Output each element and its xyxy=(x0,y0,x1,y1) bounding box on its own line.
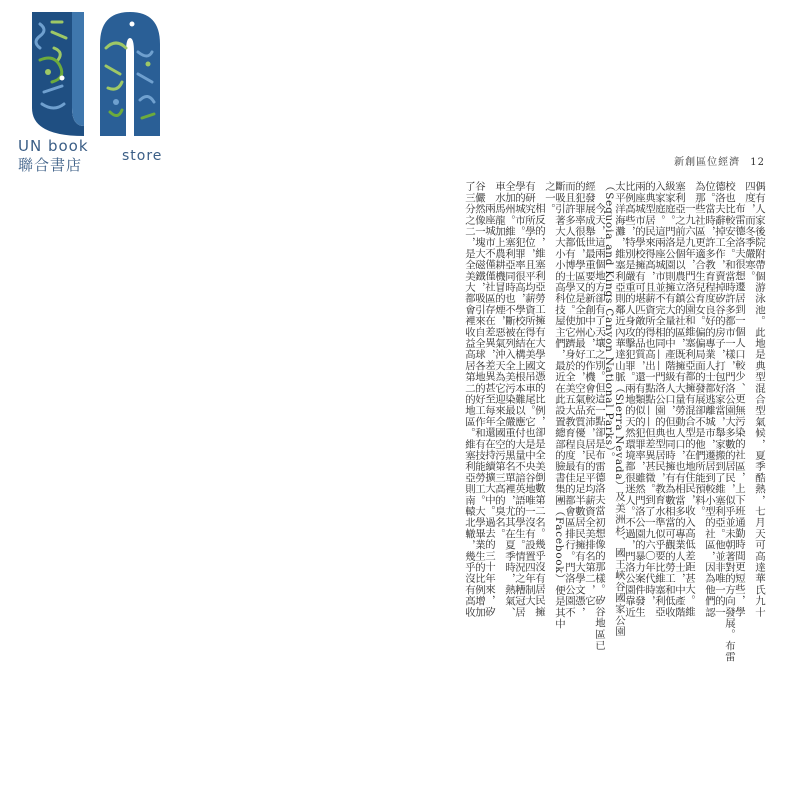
text-column: 布雷德洛夫很想遷居到一個人口較少、更無污染的社區，上下班通勤時間更短些，學 xyxy=(733,203,745,618)
text-column: 德洛夫辭掉工作，賣掉矽谷的房子，打包好家當，舉家搬到了維塞利亞。他並非唯一的一 xyxy=(713,181,725,618)
page-number: 12 xyxy=(750,157,765,168)
text-column: 而且許多人都有博士學位。使它躋身於全美五大教育程度最佳的都會區排行。門洛公園不 xyxy=(563,181,575,618)
text-column: 位。當時，許多教育程度良好的專業人士都逃離城市，遷居到較小型的社區，因為他們認 xyxy=(703,181,715,618)
text-column: 了三分之二，是全美大都會裡收益高居第二的地區。維塞利亞則南轅北轍，幾乎沒有高收 xyxy=(463,181,475,618)
text-column: 四度，而冬季嚴寒。 xyxy=(743,181,755,282)
running-header-title: 新創區位經濟 xyxy=(674,157,741,168)
text-column: 車水馬龍加上農耕機冒的煙，惡氣沖天為它迎來全國空污第三高的臭名。 xyxy=(493,181,505,540)
text-column: 斷吸引著大大小小的高科技屋主們，最近在此設置總部的臉書集團（Facebook）便是其中 xyxy=(553,181,565,630)
text-column: 為那些社區更適合生兒育女。偏偏局面的發展卻不是他們所能預料。 xyxy=(693,181,705,517)
text-column: 之一。 xyxy=(543,181,555,215)
text-column: 學的城市。犯罪率很高，學校在結構上根本難以應付大量不諳英語的學生。情況之糟冠居 xyxy=(513,181,525,618)
text-column: 太平洋海灘，維塞利亞則鄰近內華達山脈（Sierra Nevada）及美洲杉、國王峽谷國家公園 xyxy=(613,181,625,638)
logo-n-shape xyxy=(100,12,160,136)
wordmark-latin-2: store xyxy=(122,148,163,164)
text-column: 塞利亞之前是個以農立鎮的社區，既擁有大量勞動人口，也有相當多的專業人士，中產階 xyxy=(673,181,685,618)
text-column: 谷儼然像一塊大磁鐵，吸引來自全球各地的好工作和有技能勞工。大學畢業生的比例增加 xyxy=(473,181,485,618)
text-column: 有研究所學位，且平均薪資所得在美國吊車尾。它也是中央谷地唯一沒有設置四年制大 xyxy=(523,181,535,607)
text-column: 兩座城市不僅僅社區存在差異，差異甚至每年還在持續擴大中。過去的三十年來，矽 xyxy=(483,203,495,618)
text-column: 一九六九年，門洛公園和維塞利亞都擁有混合型的在地住民，收入高低差距甚大。維 xyxy=(683,203,695,618)
wordmark-cjk: 聯合書店 xyxy=(18,156,83,174)
text-column: 全加州。維塞利亞同時也不斷被列入全美污染最嚴重的黑名單裡，尤其在夏季時，熱氣、 xyxy=(503,181,515,618)
text-column: 比例高些，特別是嚴重的人身攻擊犯罪。兩地的天然環境都很迷人。不過，門洛公園靠近 xyxy=(623,181,635,618)
book-page xyxy=(465,145,765,720)
store-wordmark xyxy=(18,137,168,177)
body-text xyxy=(465,181,765,711)
running-header xyxy=(668,153,765,168)
text-column: 級家庭。門洛公園則擁有大量的中產階級人口，但也同時擁有為數相當可觀的勞工和低收 xyxy=(663,181,675,618)
text-column: 的犯罪率很低，學區又是全加州最好的，空氣品質優良，有足足半數居民擁有大學文憑， xyxy=(573,181,585,618)
text-column: 偶有人家後院附帶個游泳池。此地是典型混合型氣候，夏季酷熱，七月天可高達華氏九十 xyxy=(753,181,765,618)
text-column: （Sequoia and Kings Canyon National Parks）。 xyxy=(603,181,615,464)
text-column: 相反的，維塞利亞勞工擁有大學文憑的比例，卻是全美倒數第二名。幾乎沒有居民擁 xyxy=(533,203,545,618)
text-column: 入家庭。這兩座城市並不完全相同——門洛公園的典型居民，教育水準似乎要比維塞利亞 xyxy=(653,181,665,618)
wordmark-latin-1: UN book xyxy=(18,137,89,155)
text-column: 兩座城市的學校擁有可堪匹敵的品質，還有類似的犯罪率，雖然門洛公園的暴力案件發生 xyxy=(633,181,645,618)
text-column: 的典型居民來得高，且薪資所得也高出一點點——但差異甚微。到了一九六〇年代時， xyxy=(643,181,655,607)
text-column: 校也比較安全。和當時許多都市一樣，門洛公園大多數的居民，似乎並未朝著對的方向發展。布雷 xyxy=(723,181,735,663)
text-column: 今天，這兩個地方卻有了天壤之別。但這一點卻是布雷德洛夫當初想像的那樣。矽谷地區已 xyxy=(593,203,605,651)
text-column: 經發展成舉世最重要的新創中心，工作機會較充沛，居民的平均薪資全美排名第二，它 xyxy=(583,181,595,607)
